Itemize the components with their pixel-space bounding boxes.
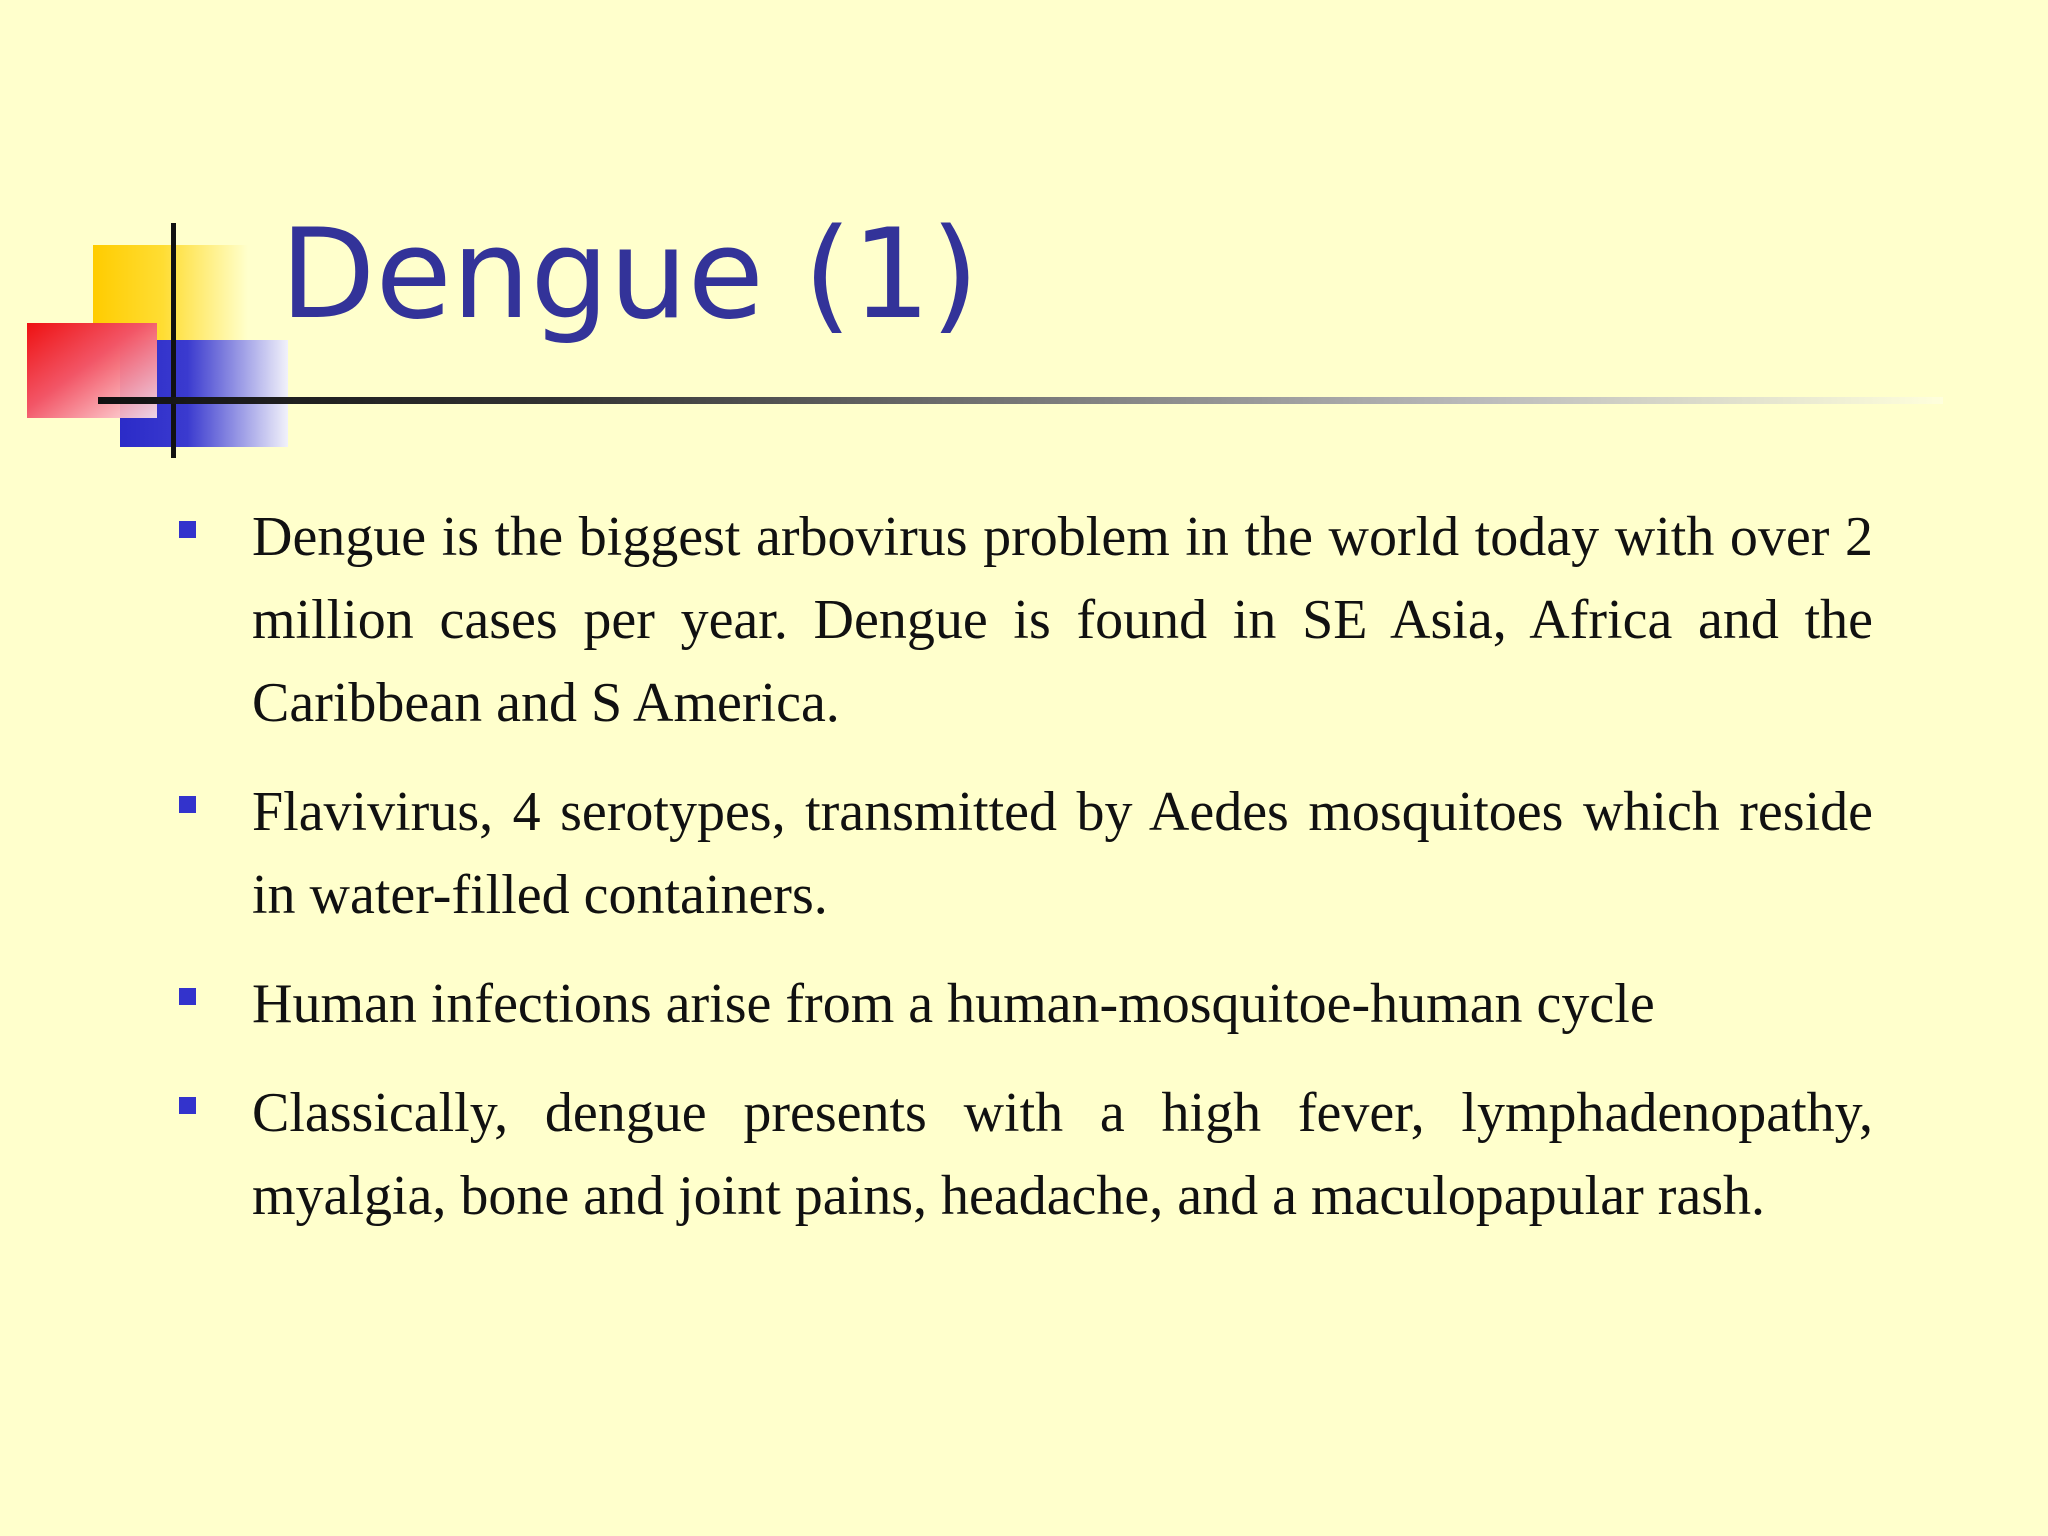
- vertical-rule-decoration: [171, 223, 176, 458]
- bullet-text: Dengue is the biggest arbovirus problem in the world today with over 2 million cases per year. Dengue is found in SE Asia, Africa and the Caribbean and S America.: [252, 506, 1873, 734]
- square-bullet-icon: [179, 988, 196, 1005]
- square-bullet-icon: [179, 1097, 196, 1114]
- bullet-item: [177, 1072, 1873, 1238]
- bullet-text: Human infections arise from a human-mosquitoe-human cycle: [252, 973, 1655, 1035]
- bullet-text: Classically, dengue presents with a high fever, lymphadenopathy, myalgia, bone and joint pains, headache, and a maculopapular rash.: [252, 1082, 1873, 1227]
- bullet-list: [177, 496, 1873, 1264]
- bullet-item: [177, 771, 1873, 937]
- bullet-text: Flavivirus, 4 serotypes, transmitted by Aedes mosquitoes which reside in water-filled containers.: [252, 781, 1873, 926]
- bullet-item: [177, 963, 1873, 1046]
- bullet-item: [177, 496, 1873, 745]
- square-bullet-icon: [179, 796, 196, 813]
- title-underline-rule: [98, 397, 1943, 404]
- slide-title: Dengue (1): [280, 203, 980, 347]
- square-bullet-icon: [179, 521, 196, 538]
